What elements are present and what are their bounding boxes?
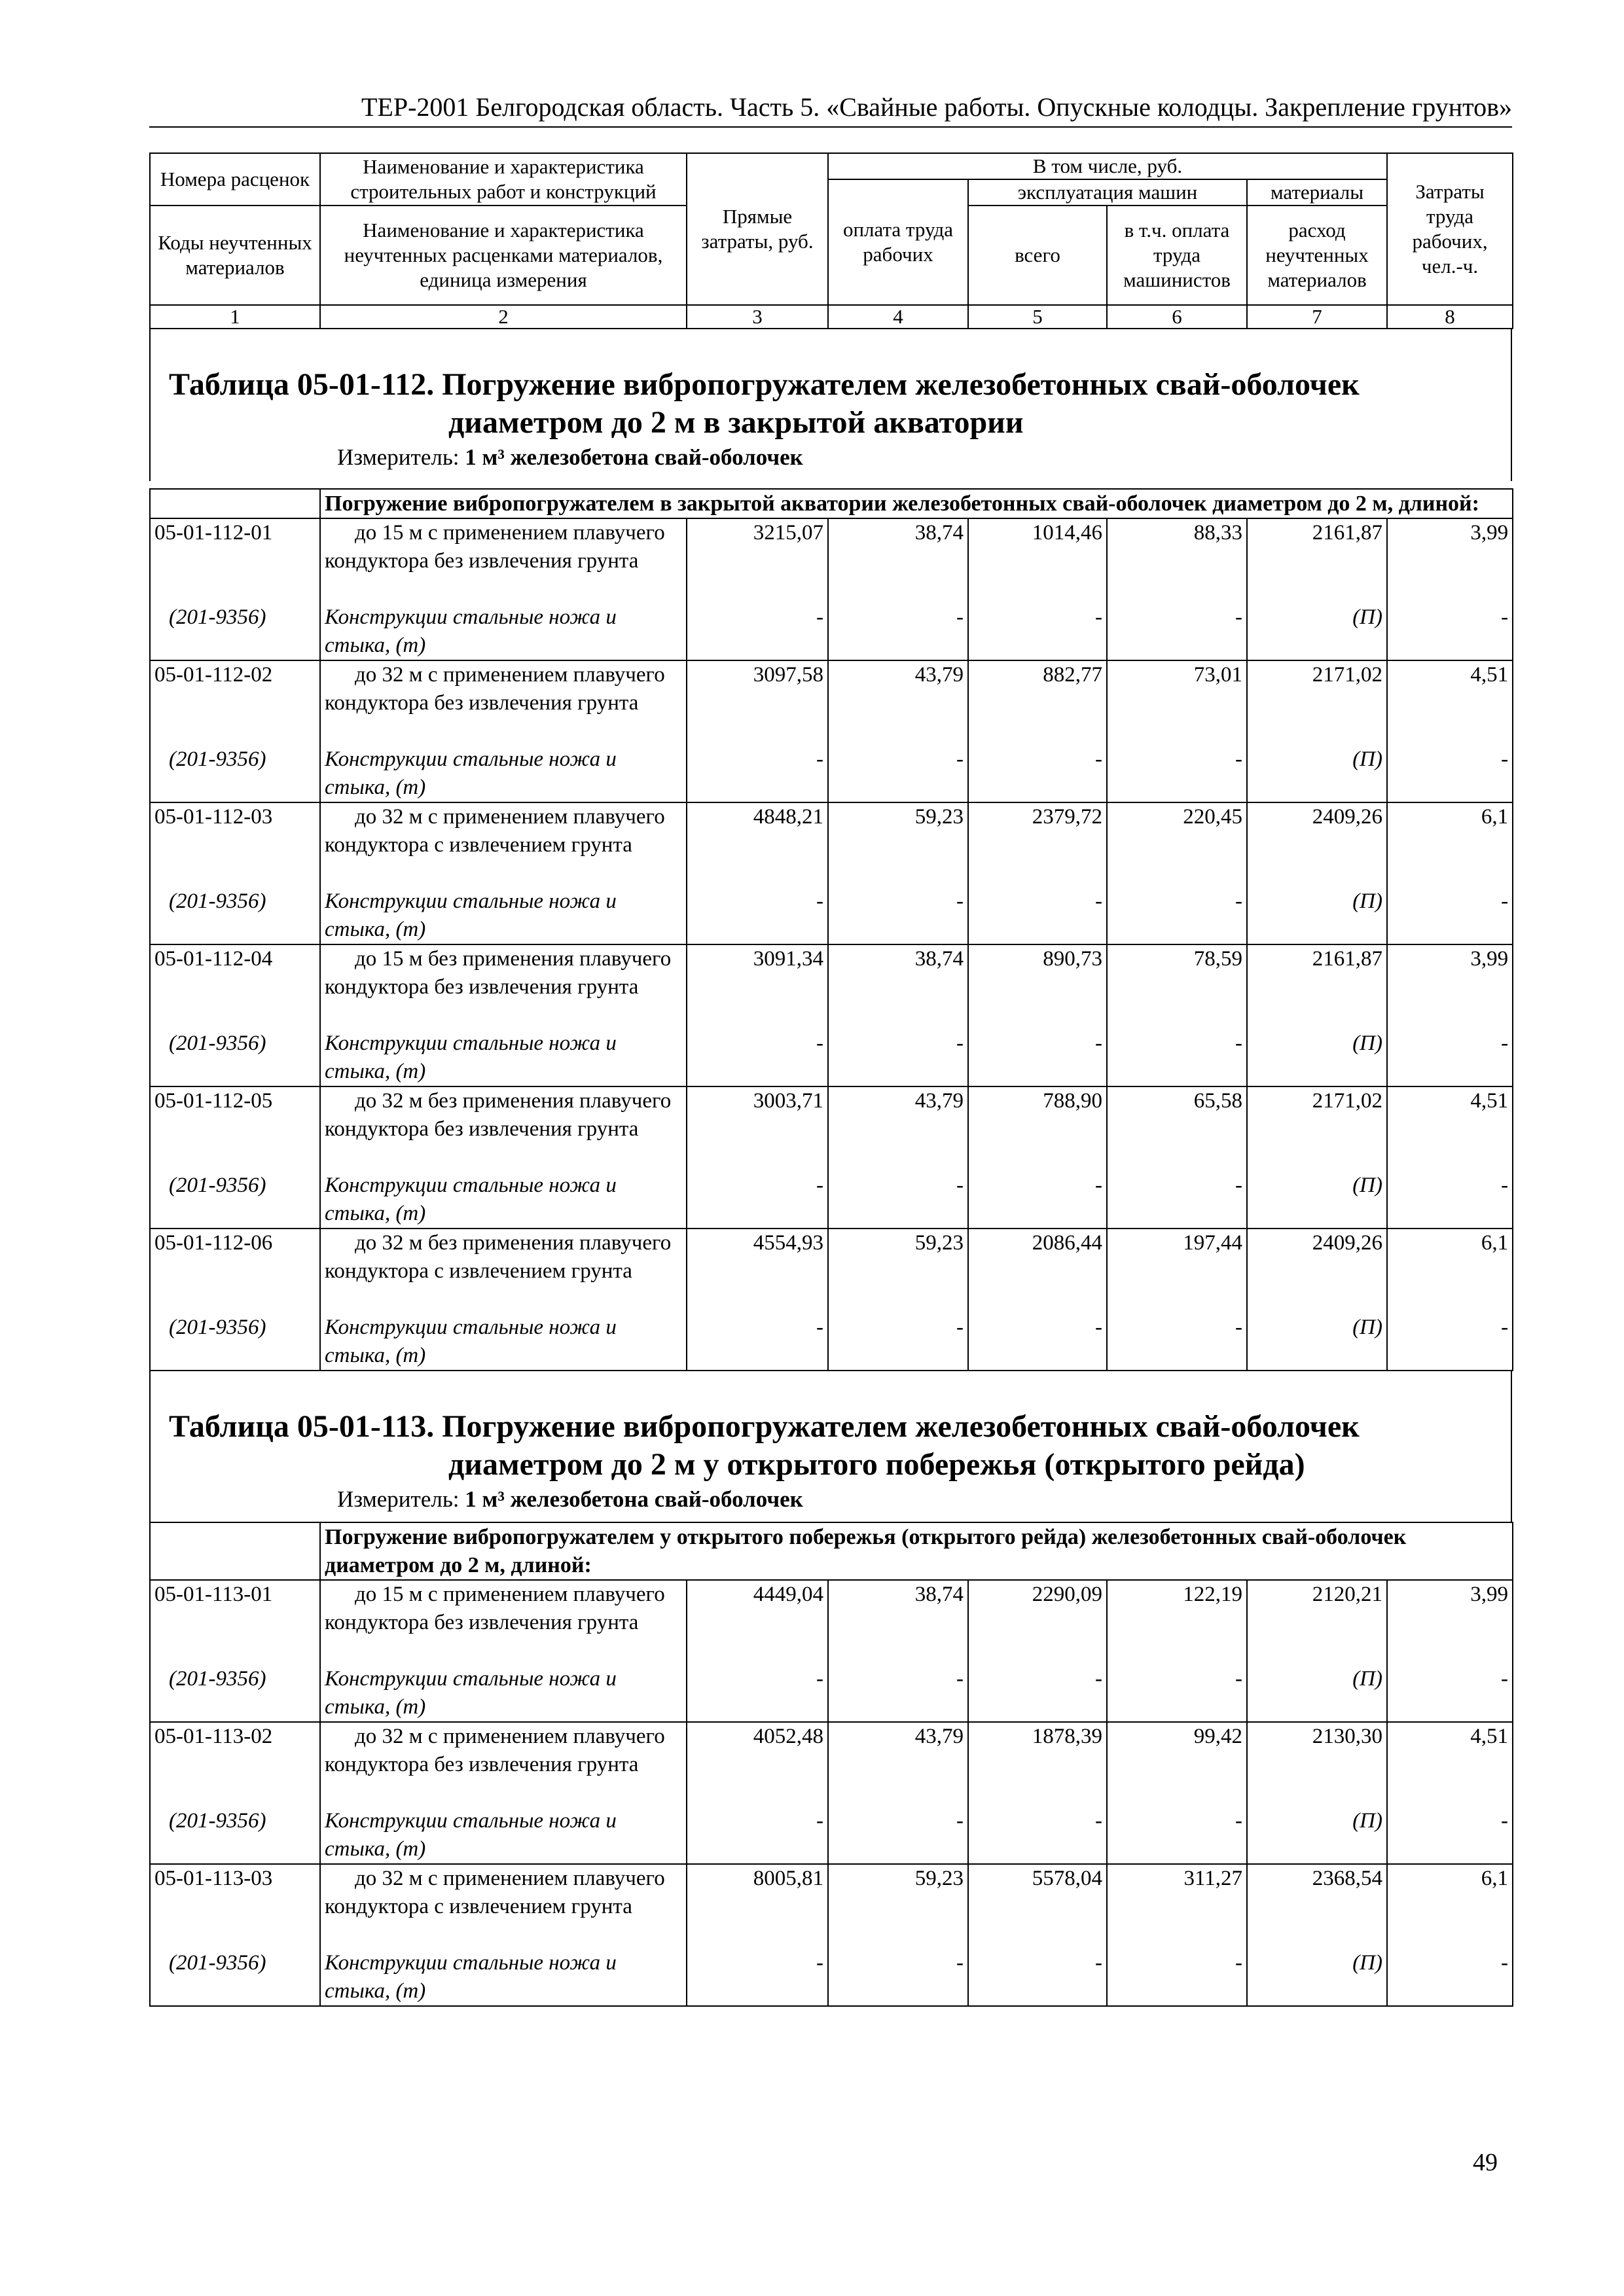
value-cell-c7	[1247, 1086, 1387, 1229]
value-cell-c5	[968, 1229, 1107, 1371]
group-heading: Погружение вибропогружателем в закрытой акватории железобетонных свай-оболочек диаметром до 2 м, длиной:	[320, 489, 1513, 518]
material-value-c6: -	[1235, 1667, 1242, 1691]
rate-description: до 32 м с применением плавучего кондуктора с извлечением грунта	[325, 805, 665, 857]
material-value-c7: (П)	[1352, 1031, 1382, 1055]
material-value-c6: -	[1235, 1316, 1242, 1339]
rate-row	[150, 1086, 1513, 1229]
value-cell-c3	[687, 1229, 828, 1371]
material-value-c4: -	[956, 747, 964, 771]
measure-value: 1 м³ железобетона свай-оболочек	[465, 444, 803, 470]
rate-code-text: 05-01-112-06	[154, 1231, 273, 1255]
rate-code	[150, 660, 320, 802]
rate-row	[150, 944, 1513, 1086]
material-value-c3: -	[816, 747, 823, 771]
rate-value-c8: 4,51	[1470, 663, 1509, 687]
value-cell-c5	[968, 1722, 1107, 1864]
material-value-c8: -	[1501, 747, 1509, 771]
col2-top: Наименование и характеристика строительных работ и конструкций	[320, 153, 687, 206]
value-cell-c7	[1247, 1580, 1387, 1722]
materials-header: материалы	[1247, 179, 1387, 206]
material-value-c4: -	[956, 1667, 964, 1691]
rate-value-c8: 6,1	[1481, 1231, 1509, 1255]
material-description: Конструкции стальные ножа и стыка, (т)	[325, 1951, 617, 2003]
value-cell-c7	[1247, 1229, 1387, 1371]
value-cell-c3	[687, 802, 828, 944]
value-cell-c3	[687, 1580, 828, 1722]
rate-code-text: 05-01-112-02	[154, 663, 273, 687]
rate-value-c8: 4,51	[1470, 1725, 1508, 1748]
material-description: Конструкции стальные ножа и стыка, (т)	[325, 1174, 617, 1225]
material-value-c3: -	[816, 1031, 823, 1055]
colnum-8: 8	[1387, 305, 1513, 329]
col1-top: Номера расценок	[150, 153, 320, 206]
col1-bottom: Коды неучтенных материалов	[150, 206, 320, 305]
rate-value-c3: 4554,93	[753, 1231, 823, 1255]
material-value-c6: -	[1235, 747, 1242, 771]
value-cell-c5	[968, 944, 1107, 1086]
material-value-c7: (П)	[1352, 889, 1382, 913]
rate-value-c6: 65,58	[1193, 1089, 1242, 1113]
table-title-line1: Таблица 05-01-112. Погружение вибропогружателем железобетонных свай-оболочек	[169, 367, 1360, 402]
rate-value-c8: 3,99	[1470, 521, 1509, 545]
col6-header: в т.ч. оплата труда машинистов	[1107, 206, 1247, 305]
rate-row	[150, 660, 1513, 802]
rate-description-cell	[320, 1864, 687, 2006]
colnum-5: 5	[968, 305, 1107, 329]
rate-description-cell	[320, 518, 687, 660]
table-title-line2: диаметром до 2 м у открытого побережья (открытого рейда)	[448, 1447, 1305, 1482]
rate-row	[150, 518, 1513, 660]
material-value-c7: (П)	[1352, 1667, 1382, 1691]
material-code: (201-9356)	[169, 1174, 266, 1197]
rate-description-cell	[320, 660, 687, 802]
rate-value-c5: 5578,04	[1032, 1867, 1102, 1890]
rate-description-cell	[320, 1722, 687, 1864]
material-value-c8: -	[1501, 1809, 1508, 1833]
value-cell-c7	[1247, 802, 1387, 944]
value-cell-c7	[1247, 1864, 1387, 2006]
material-value-c3: -	[816, 1667, 823, 1691]
group-heading: Погружение вибропогружателем у открытого побережья (открытого рейда) железобетонных свай-оболочек диаметром до 2 м, длиной:	[320, 1522, 1513, 1580]
rate-code-text: 05-01-113-03	[154, 1867, 273, 1890]
rate-description: до 32 м без применения плавучего кондуктора без извлечения грунта	[325, 1089, 672, 1141]
material-value-c6: -	[1235, 1174, 1242, 1197]
rate-value-c8: 3,99	[1470, 1583, 1508, 1606]
material-value-c5: -	[1095, 889, 1102, 913]
rate-description-cell	[320, 1580, 687, 1722]
value-cell-c8	[1387, 1229, 1513, 1371]
material-value-c3: -	[816, 1316, 823, 1339]
rate-value-c4: 38,74	[914, 1583, 964, 1606]
material-value-c4: -	[956, 889, 964, 913]
rate-description-cell	[320, 944, 687, 1086]
material-value-c4: -	[956, 605, 964, 629]
value-cell-c5	[968, 1580, 1107, 1722]
table-title-line2: диаметром до 2 м в закрытой акватории	[448, 405, 1024, 440]
rate-value-c5: 882,77	[1043, 663, 1102, 687]
measure-value: 1 м³ железобетона свай-оболочек	[465, 1486, 803, 1512]
rate-code	[150, 1086, 320, 1229]
group-heading-row	[150, 489, 1513, 518]
material-value-c5: -	[1095, 1667, 1102, 1691]
value-cell-c6	[1107, 944, 1247, 1086]
rate-value-c4: 59,23	[914, 805, 964, 829]
rate-value-c6: 88,33	[1193, 521, 1242, 545]
group-heading-spacer	[150, 1522, 320, 1580]
colnum-4: 4	[828, 305, 968, 329]
rate-description-cell	[320, 802, 687, 944]
value-cell-c5	[968, 802, 1107, 944]
rate-value-c7: 2130,30	[1312, 1725, 1382, 1748]
material-code: (201-9356)	[169, 1316, 266, 1339]
material-code: (201-9356)	[169, 1951, 266, 1975]
material-code: (201-9356)	[169, 889, 266, 913]
value-cell-c6	[1107, 1722, 1247, 1864]
material-value-c7: (П)	[1352, 605, 1382, 629]
value-cell-c8	[1387, 802, 1513, 944]
value-cell-c3	[687, 660, 828, 802]
colnum-3: 3	[687, 305, 828, 329]
value-cell-c7	[1247, 660, 1387, 802]
rate-value-c4: 38,74	[914, 947, 964, 971]
col2-bottom: Наименование и характеристика неучтенных расценками материалов, единица измерения	[320, 206, 687, 305]
col7-header: расход неучтенных материалов	[1247, 206, 1387, 305]
material-value-c7: (П)	[1352, 1174, 1382, 1197]
material-value-c8: -	[1501, 1031, 1509, 1055]
material-value-c4: -	[956, 1174, 964, 1197]
group-heading-spacer	[150, 489, 320, 518]
material-value-c3: -	[816, 1951, 823, 1975]
material-description: Конструкции стальные ножа и стыка, (т)	[325, 1809, 617, 1861]
rate-value-c8: 6,1	[1481, 1867, 1508, 1890]
rate-code	[150, 802, 320, 944]
value-cell-c4	[828, 660, 968, 802]
rate-code	[150, 518, 320, 660]
rate-value-c7: 2171,02	[1312, 1089, 1382, 1113]
value-cell-c6	[1107, 1086, 1247, 1229]
material-value-c4: -	[956, 1031, 964, 1055]
material-value-c8: -	[1501, 1667, 1508, 1691]
rate-description: до 32 м с применением плавучего кондуктора с извлечением грунта	[325, 1867, 665, 1918]
material-value-c6: -	[1235, 605, 1242, 629]
rate-value-c6: 99,42	[1193, 1725, 1242, 1748]
table-113-title-block	[149, 1370, 1512, 1523]
value-cell-c6	[1107, 802, 1247, 944]
rate-code	[150, 944, 320, 1086]
material-value-c3: -	[816, 889, 823, 913]
rate-description-cell	[320, 1229, 687, 1371]
value-cell-c6	[1107, 1864, 1247, 2006]
rate-value-c4: 43,79	[914, 1725, 964, 1748]
material-value-c8: -	[1501, 605, 1509, 629]
value-cell-c7	[1247, 944, 1387, 1086]
value-cell-c5	[968, 660, 1107, 802]
value-cell-c8	[1387, 944, 1513, 1086]
material-value-c6: -	[1235, 1031, 1242, 1055]
rate-value-c8: 4,51	[1470, 1089, 1509, 1113]
material-description: Конструкции стальные ножа и стыка, (т)	[325, 747, 617, 799]
material-description: Конструкции стальные ножа и стыка, (т)	[325, 605, 617, 657]
rate-value-c7: 2120,21	[1312, 1583, 1382, 1606]
page-number: 49	[1473, 2149, 1498, 2176]
value-cell-c3	[687, 518, 828, 660]
rate-description: до 32 м с применением плавучего кондуктора без извлечения грунта	[325, 663, 665, 715]
rate-code-text: 05-01-113-01	[154, 1583, 273, 1606]
material-code: (201-9356)	[169, 1809, 266, 1833]
material-value-c5: -	[1095, 747, 1102, 771]
rate-value-c3: 4449,04	[753, 1583, 823, 1606]
value-cell-c4	[828, 944, 968, 1086]
rate-value-c7: 2161,87	[1312, 521, 1382, 545]
value-cell-c4	[828, 1580, 968, 1722]
value-cell-c6	[1107, 1580, 1247, 1722]
value-cell-c4	[828, 1086, 968, 1229]
value-cell-c5	[968, 518, 1107, 660]
rate-value-c3: 4848,21	[753, 805, 823, 829]
material-value-c3: -	[816, 1174, 823, 1197]
rate-code-text: 05-01-112-04	[154, 947, 273, 971]
rate-value-c5: 788,90	[1043, 1089, 1102, 1113]
material-value-c8: -	[1501, 1951, 1508, 1975]
material-value-c8: -	[1501, 1316, 1509, 1339]
material-value-c4: -	[956, 1809, 964, 1833]
material-value-c4: -	[956, 1316, 964, 1339]
rates-table-113	[149, 1522, 1513, 2007]
column-header-table	[149, 152, 1513, 329]
material-value-c7: (П)	[1352, 1951, 1382, 1975]
rate-value-c6: 78,59	[1193, 947, 1242, 971]
rate-value-c4: 43,79	[914, 1089, 964, 1113]
rate-code-text: 05-01-112-03	[154, 805, 273, 829]
rate-value-c6: 197,44	[1183, 1231, 1242, 1255]
rate-value-c6: 73,01	[1193, 663, 1242, 687]
rate-value-c7: 2161,87	[1312, 947, 1382, 971]
value-cell-c5	[968, 1864, 1107, 2006]
material-code: (201-9356)	[169, 1667, 266, 1691]
material-value-c8: -	[1501, 1174, 1509, 1197]
material-value-c6: -	[1235, 1951, 1242, 1975]
rate-row	[150, 1580, 1513, 1722]
material-value-c8: -	[1501, 889, 1509, 913]
value-cell-c3	[687, 944, 828, 1086]
material-value-c5: -	[1095, 1174, 1102, 1197]
rate-description: до 15 м с применением плавучего кондуктора без извлечения грунта	[325, 1583, 665, 1634]
rate-value-c6: 220,45	[1183, 805, 1242, 829]
material-value-c5: -	[1095, 605, 1102, 629]
rate-value-c3: 4052,48	[753, 1725, 823, 1748]
value-cell-c7	[1247, 1722, 1387, 1864]
value-cell-c4	[828, 518, 968, 660]
rate-description: до 32 м с применением плавучего кондуктора без извлечения грунта	[325, 1725, 665, 1776]
value-cell-c8	[1387, 1722, 1513, 1864]
material-description: Конструкции стальные ножа и стыка, (т)	[325, 1031, 617, 1083]
rate-description: до 32 м без применения плавучего кондуктора с извлечением грунта	[325, 1231, 672, 1283]
rate-description-cell	[320, 1086, 687, 1229]
rate-description: до 15 м без применения плавучего кондуктора без извлечения грунта	[325, 947, 672, 999]
machines-header: эксплуатация машин	[968, 179, 1247, 206]
material-value-c5: -	[1095, 1951, 1102, 1975]
rate-value-c7: 2409,26	[1312, 1231, 1382, 1255]
material-value-c7: (П)	[1352, 1809, 1382, 1833]
value-cell-c8	[1387, 1580, 1513, 1722]
rate-row	[150, 1722, 1513, 1864]
value-cell-c3	[687, 1086, 828, 1229]
rate-code	[150, 1722, 320, 1864]
rate-value-c7: 2171,02	[1312, 663, 1382, 687]
running-header: ТЕР-2001 Белгородская область. Часть 5. «Свайные работы. Опускные колодцы. Закрепление грунтов»	[149, 92, 1512, 128]
value-cell-c4	[828, 1229, 968, 1371]
rate-row	[150, 1229, 1513, 1371]
value-cell-c6	[1107, 518, 1247, 660]
material-code: (201-9356)	[169, 1031, 266, 1055]
material-value-c4: -	[956, 1951, 964, 1975]
rate-value-c7: 2368,54	[1312, 1867, 1382, 1890]
rate-value-c5: 1878,39	[1032, 1725, 1102, 1748]
rate-code	[150, 1229, 320, 1371]
value-cell-c7	[1247, 518, 1387, 660]
value-cell-c8	[1387, 660, 1513, 802]
rate-description: до 15 м с применением плавучего кондуктора без извлечения грунта	[325, 521, 665, 573]
measure-line	[151, 1484, 1511, 1515]
rate-code	[150, 1580, 320, 1722]
rate-value-c5: 2086,44	[1032, 1231, 1102, 1255]
rate-value-c3: 3003,71	[753, 1089, 823, 1113]
material-value-c6: -	[1235, 889, 1242, 913]
colnum-1: 1	[150, 305, 320, 329]
rate-value-c3: 8005,81	[753, 1867, 823, 1890]
value-cell-c4	[828, 1864, 968, 2006]
material-value-c3: -	[816, 1809, 823, 1833]
material-value-c5: -	[1095, 1809, 1102, 1833]
rate-value-c5: 890,73	[1043, 947, 1102, 971]
rate-value-c5: 2379,72	[1032, 805, 1102, 829]
rate-value-c4: 38,74	[914, 521, 964, 545]
rate-value-c4: 43,79	[914, 663, 964, 687]
value-cell-c8	[1387, 518, 1513, 660]
material-code: (201-9356)	[169, 605, 266, 629]
value-cell-c4	[828, 1722, 968, 1864]
value-cell-c3	[687, 1864, 828, 2006]
material-description: Конструкции стальные ножа и стыка, (т)	[325, 889, 617, 941]
rate-row	[150, 1864, 1513, 2006]
rate-value-c7: 2409,26	[1312, 805, 1382, 829]
colnum-2: 2	[320, 305, 687, 329]
col8-header: Затраты труда рабочих, чел.-ч.	[1387, 153, 1513, 305]
rate-code-text: 05-01-112-01	[154, 521, 273, 545]
rate-value-c5: 1014,46	[1032, 521, 1102, 545]
measure-line	[151, 442, 1511, 473]
rate-value-c3: 3215,07	[753, 521, 823, 545]
value-cell-c8	[1387, 1086, 1513, 1229]
material-value-c7: (П)	[1352, 747, 1382, 771]
material-value-c7: (П)	[1352, 1316, 1382, 1339]
material-value-c6: -	[1235, 1809, 1242, 1833]
rate-value-c6: 122,19	[1183, 1583, 1242, 1606]
rates-table-112	[149, 488, 1513, 1371]
value-cell-c5	[968, 1086, 1107, 1229]
colnum-7: 7	[1247, 305, 1387, 329]
col4-header: оплата труда рабочих	[828, 179, 968, 305]
material-value-c5: -	[1095, 1316, 1102, 1339]
rate-value-c8: 3,99	[1470, 947, 1509, 971]
measure-label: Измеритель:	[337, 444, 460, 470]
rate-value-c4: 59,23	[914, 1867, 964, 1890]
value-cell-c6	[1107, 1229, 1247, 1371]
material-value-c3: -	[816, 605, 823, 629]
table-112-title-block	[149, 328, 1512, 481]
rate-row	[150, 802, 1513, 944]
value-cell-c4	[828, 802, 968, 944]
value-cell-c8	[1387, 1864, 1513, 2006]
measure-label: Измеритель:	[337, 1486, 460, 1512]
col3-header: Прямые затраты, руб.	[687, 153, 828, 305]
group-heading-row	[150, 1522, 1513, 1580]
col5-header: всего	[968, 206, 1107, 305]
table-title-line1: Таблица 05-01-113. Погружение вибропогружателем железобетонных свай-оболочек	[169, 1409, 1360, 1444]
rate-code-text: 05-01-113-02	[154, 1725, 273, 1748]
rate-value-c3: 3097,58	[753, 663, 823, 687]
rate-code	[150, 1864, 320, 2006]
material-description: Конструкции стальные ножа и стыка, (т)	[325, 1316, 617, 1367]
rate-value-c8: 6,1	[1481, 805, 1509, 829]
incl-header: В том числе, руб.	[828, 153, 1387, 179]
value-cell-c6	[1107, 660, 1247, 802]
rate-value-c5: 2290,09	[1032, 1583, 1102, 1606]
colnum-6: 6	[1107, 305, 1247, 329]
rate-value-c3: 3091,34	[753, 947, 823, 971]
rate-value-c4: 59,23	[914, 1231, 964, 1255]
rate-value-c6: 311,27	[1183, 1867, 1242, 1890]
rate-code-text: 05-01-112-05	[154, 1089, 273, 1113]
material-value-c5: -	[1095, 1031, 1102, 1055]
material-code: (201-9356)	[169, 747, 266, 771]
material-description: Конструкции стальные ножа и стыка, (т)	[325, 1667, 617, 1719]
value-cell-c3	[687, 1722, 828, 1864]
